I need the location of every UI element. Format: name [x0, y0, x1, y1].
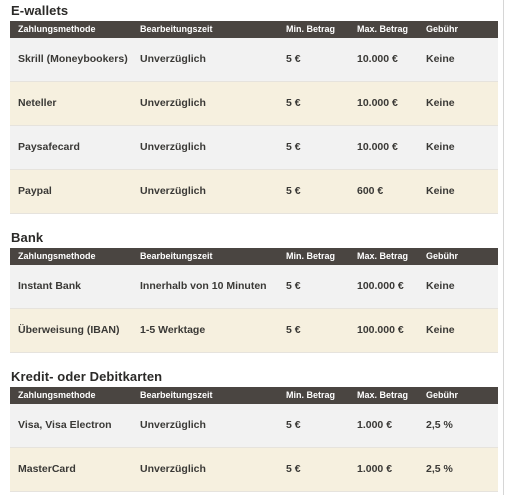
header-time: Bearbeitungszeit [140, 390, 213, 400]
section-title-bank: Bank [11, 230, 44, 245]
cell-method: Skrill (Moneybookers) [18, 53, 128, 65]
cell-max: 600 € [357, 185, 384, 197]
table-row [10, 126, 498, 170]
cell-fee: Keine [426, 280, 455, 292]
cell-time: Unverzüglich [140, 419, 206, 431]
table-row [10, 82, 498, 126]
table-cards [10, 387, 498, 492]
cell-min: 5 € [286, 53, 301, 65]
cell-fee: Keine [426, 324, 455, 336]
cell-min: 5 € [286, 419, 301, 431]
page-edge-divider [503, 0, 504, 495]
cell-fee: Keine [426, 97, 455, 109]
header-time: Bearbeitungszeit [140, 251, 213, 261]
header-min: Min. Betrag [286, 251, 336, 261]
cell-fee: 2,5 % [426, 419, 453, 431]
table-row [10, 265, 498, 309]
table-bank [10, 248, 498, 353]
table-row [10, 170, 498, 214]
cell-time: Unverzüglich [140, 463, 206, 475]
cell-max: 10.000 € [357, 141, 398, 153]
cell-min: 5 € [286, 97, 301, 109]
header-max: Max. Betrag [357, 24, 409, 34]
header-min: Min. Betrag [286, 24, 336, 34]
cell-time: Innerhalb von 10 Minuten [140, 280, 267, 292]
section-title-ewallets: E-wallets [11, 3, 69, 18]
cell-max: 100.000 € [357, 324, 404, 336]
section-title-cards: Kredit- oder Debitkarten [11, 369, 163, 384]
header-method: Zahlungsmethode [18, 24, 96, 34]
cell-method: Visa, Visa Electron [18, 419, 112, 431]
header-fee: Gebühr [426, 251, 459, 261]
header-max: Max. Betrag [357, 251, 409, 261]
cell-fee: Keine [426, 53, 455, 65]
cell-time: Unverzüglich [140, 97, 206, 109]
cell-min: 5 € [286, 324, 301, 336]
header-method: Zahlungsmethode [18, 251, 96, 261]
cell-fee: 2,5 % [426, 463, 453, 475]
header-max: Max. Betrag [357, 390, 409, 400]
cell-method: Neteller [18, 97, 57, 109]
cell-max: 10.000 € [357, 97, 398, 109]
table-header [10, 387, 498, 404]
header-time: Bearbeitungszeit [140, 24, 213, 34]
table-header [10, 248, 498, 265]
table-row [10, 38, 498, 82]
cell-max: 10.000 € [357, 53, 398, 65]
cell-method: MasterCard [18, 463, 76, 475]
cell-time: Unverzüglich [140, 185, 206, 197]
cell-method: Überweisung (IBAN) [18, 324, 120, 336]
header-fee: Gebühr [426, 24, 459, 34]
table-row [10, 309, 498, 353]
cell-max: 100.000 € [357, 280, 404, 292]
cell-method: Instant Bank [18, 280, 82, 292]
table-header [10, 21, 498, 38]
cell-max: 1.000 € [357, 419, 393, 431]
table-row [10, 448, 498, 492]
cell-time: 1-5 Werktage [140, 324, 206, 336]
header-min: Min. Betrag [286, 390, 336, 400]
cell-method: Paypal [18, 185, 52, 197]
cell-min: 5 € [286, 141, 301, 153]
cell-time: Unverzüglich [140, 53, 206, 65]
cell-min: 5 € [286, 185, 301, 197]
cell-max: 1.000 € [357, 463, 393, 475]
cell-min: 5 € [286, 280, 301, 292]
header-method: Zahlungsmethode [18, 390, 96, 400]
table-row [10, 404, 498, 448]
cell-time: Unverzüglich [140, 141, 206, 153]
header-fee: Gebühr [426, 390, 459, 400]
cell-fee: Keine [426, 141, 455, 153]
cell-method: Paysafecard [18, 141, 80, 153]
cell-fee: Keine [426, 185, 455, 197]
table-ewallets [10, 21, 498, 214]
cell-min: 5 € [286, 463, 301, 475]
